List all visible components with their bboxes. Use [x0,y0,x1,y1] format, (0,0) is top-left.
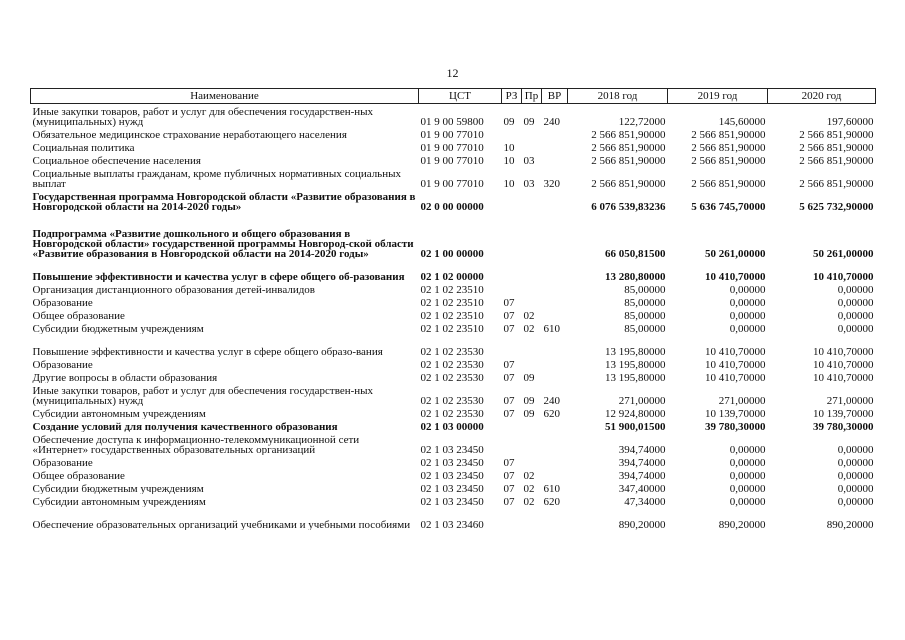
row-2019: 145,60000 [718,116,766,127]
row-cst: 02 1 02 23530 [420,408,484,419]
row-vr: 610 [543,483,560,494]
row-pr [522,432,542,455]
col-header-pr: Пр [522,89,542,104]
row-name: Социальное обеспечение населения [32,155,201,166]
row-pr [522,282,542,295]
table-row [31,468,876,481]
row-2019: 0,00000 [729,323,766,334]
row-vr: 620 [543,408,560,419]
row-vr [542,432,568,455]
row-2020: 0,00000 [837,496,874,507]
row-2020: 0,00000 [837,284,874,295]
row-vr [542,370,568,383]
row-vr [542,153,568,166]
table-row [31,321,876,334]
row-pr: 02 [523,310,535,321]
row-pr: 02 [523,496,535,507]
row-2019: 0,00000 [729,496,766,507]
table-body [31,104,876,531]
row-pr: 03 [523,178,535,189]
row-name: Повышение эффективности и качества услуг в сфере общего об-разования [32,271,405,282]
table-row [31,481,876,494]
row-pr [522,507,542,530]
row-name: Обеспечение образовательных организаций учебниками и учебными пособиями [32,519,411,530]
row-cst: 02 1 02 23510 [420,310,484,321]
row-name: Создание условий для получения качественного образования [32,421,338,432]
row-name: Другие вопросы в области образования [32,372,218,383]
row-2020: 0,00000 [837,297,874,308]
col-header-2019: 2019 год [668,89,768,104]
table-row [31,104,876,128]
row-vr: 610 [543,323,560,334]
row-cst: 02 1 02 23530 [420,359,484,370]
row-rz [502,419,522,432]
row-2018: 47,34000 [624,496,666,507]
row-rz: 07 [503,457,515,468]
row-rz: 07 [503,408,515,419]
row-2020: 39 780,30000 [813,421,874,432]
row-pr: 09 [523,408,535,419]
header-row [31,89,876,104]
row-vr: 240 [543,395,560,406]
row-cst: 02 1 02 23510 [420,323,484,334]
row-2018: 394,74000 [618,444,666,455]
row-2019: 0,00000 [729,457,766,468]
table-row [31,334,876,357]
row-2019: 50 261,00000 [705,248,766,259]
row-name: Субсидии бюджетным учреждениям [32,323,204,334]
row-vr [542,468,568,481]
row-rz: 07 [503,372,515,383]
table-row [31,432,876,455]
row-cst: 02 1 00 00000 [420,248,484,259]
row-vr [542,334,568,357]
row-pr [522,189,542,212]
row-vr [542,212,568,259]
row-cst: 02 1 02 23530 [420,346,484,357]
row-2018: 66 050,81500 [605,248,666,259]
row-2019: 890,20000 [718,519,766,530]
table-row [31,259,876,282]
row-rz: 10 [503,142,515,153]
row-2020: 10 410,70000 [813,271,874,282]
row-rz: 10 [503,155,515,166]
row-2018: 890,20000 [618,519,666,530]
row-pr: 09 [523,116,535,127]
row-2018: 85,00000 [624,284,666,295]
row-cst: 01 9 00 59800 [420,116,484,127]
row-2020: 5 625 732,90000 [799,201,874,212]
row-rz: 07 [503,297,515,308]
row-name: Общее образование [32,310,125,321]
row-pr [522,295,542,308]
row-name: Субсидии автономным учреждениям [32,496,206,507]
table-row [31,127,876,140]
row-name: Государственная программа Новгородской области «Развитие образования в Новгородской области на 2014-2020 годы» [32,191,416,212]
table-row [31,406,876,419]
row-pr: 02 [523,470,535,481]
row-pr: 03 [523,155,535,166]
row-cst: 01 9 00 77010 [420,142,484,153]
row-2019: 0,00000 [729,310,766,321]
row-name: Образование [32,297,93,308]
row-vr: 240 [543,116,560,127]
row-rz: 07 [503,323,515,334]
row-2020: 2 566 851,90000 [799,129,874,140]
row-2018: 2 566 851,90000 [591,178,666,189]
row-2018: 2 566 851,90000 [591,129,666,140]
row-cst: 02 1 03 23450 [420,483,484,494]
row-pr [522,127,542,140]
row-rz: 10 [503,178,515,189]
table-row [31,370,876,383]
row-2019: 0,00000 [729,483,766,494]
row-vr [542,259,568,282]
row-cst: 02 1 03 23450 [420,470,484,481]
row-2020: 10 410,70000 [813,359,874,370]
row-2020: 0,00000 [837,323,874,334]
row-2019: 0,00000 [729,297,766,308]
row-pr [522,334,542,357]
row-2018: 12 924,80000 [605,408,666,419]
table-row [31,140,876,153]
col-header-2020: 2020 год [768,89,876,104]
row-pr [522,140,542,153]
row-vr: 620 [543,496,560,507]
row-2020: 2 566 851,90000 [799,155,874,166]
row-name: Социальные выплаты гражданам, кроме публичных нормативных социальных выплат [32,168,401,189]
table-row [31,166,876,189]
row-2020: 0,00000 [837,457,874,468]
row-name: Субсидии бюджетным учреждениям [32,483,204,494]
row-2019: 0,00000 [729,444,766,455]
row-2019: 10 410,70000 [705,346,766,357]
row-pr: 02 [523,323,535,334]
row-2019: 2 566 851,90000 [691,142,766,153]
row-2020: 2 566 851,90000 [799,178,874,189]
row-vr [542,282,568,295]
row-2020: 50 261,00000 [813,248,874,259]
row-2020: 10 410,70000 [813,372,874,383]
row-cst: 02 1 03 23460 [420,519,484,530]
row-cst: 01 9 00 77010 [420,155,484,166]
row-rz [502,507,522,530]
table-row [31,455,876,468]
row-cst: 01 9 00 77010 [420,129,484,140]
row-2019: 39 780,30000 [705,421,766,432]
row-2018: 6 076 539,83236 [591,201,666,212]
row-rz: 07 [503,395,515,406]
row-2018: 122,72000 [618,116,666,127]
row-name: Организация дистанционного образования детей-инвалидов [32,284,315,295]
row-2019: 5 636 745,70000 [691,201,766,212]
row-cst: 01 9 00 77010 [420,178,484,189]
row-rz [502,334,522,357]
row-2019: 0,00000 [729,284,766,295]
row-pr: 02 [523,483,535,494]
row-cst: 02 1 03 23450 [420,496,484,507]
row-2018: 394,74000 [618,470,666,481]
row-2019: 2 566 851,90000 [691,155,766,166]
row-name: Повышение эффективности и качества услуг в сфере общего образо-вания [32,346,383,357]
row-2018: 394,74000 [618,457,666,468]
table-row [31,419,876,432]
row-rz: 07 [503,359,515,370]
row-2020: 0,00000 [837,310,874,321]
row-2019: 271,00000 [718,395,766,406]
row-cst: 02 1 02 23530 [420,372,484,383]
budget-table [30,88,876,530]
row-vr [542,455,568,468]
row-2019: 10 410,70000 [705,372,766,383]
row-pr [522,357,542,370]
row-name: Образование [32,359,93,370]
page-number: 12 [446,66,459,80]
table-row [31,153,876,166]
row-2020: 10 410,70000 [813,346,874,357]
row-2018: 347,40000 [618,483,666,494]
row-2020: 0,00000 [837,444,874,455]
row-2018: 2 566 851,90000 [591,155,666,166]
table-row [31,357,876,370]
row-pr [522,455,542,468]
row-cst: 02 1 02 00000 [420,271,484,282]
row-2020: 890,20000 [826,519,874,530]
row-2018: 13 195,80000 [605,359,666,370]
row-2018: 51 900,01500 [605,421,666,432]
row-cst: 02 1 02 23530 [420,395,484,406]
row-2019: 10 139,70000 [705,408,766,419]
row-vr [542,127,568,140]
row-2018: 85,00000 [624,297,666,308]
row-rz: 07 [503,470,515,481]
col-header-rz: РЗ [502,89,522,104]
row-cst: 02 1 03 00000 [420,421,484,432]
row-rz [502,127,522,140]
row-2019: 10 410,70000 [705,271,766,282]
row-cst: 02 1 03 23450 [420,444,484,455]
row-2018: 2 566 851,90000 [591,142,666,153]
row-rz: 09 [503,116,515,127]
row-rz [502,212,522,259]
row-rz [502,189,522,212]
row-vr [542,308,568,321]
row-2018: 13 195,80000 [605,346,666,357]
row-2020: 271,00000 [826,395,874,406]
row-name: Подпрограмма «Развитие дошкольного и общего образования в Новгородской области» государственной программы Новгород-ской области «Развитие образования в Новгородской области на 2014-2020 годы» [32,228,414,259]
row-vr [542,357,568,370]
table-row [31,383,876,406]
row-name: Социальная политика [32,142,135,153]
row-rz: 07 [503,496,515,507]
row-cst: 02 1 03 23450 [420,457,484,468]
row-pr [522,419,542,432]
row-name: Общее образование [32,470,125,481]
row-name: Иные закупки товаров, работ и услуг для обеспечения государствен-ных (муниципальных) нужд [32,106,374,127]
row-name: Субсидии автономным учреждениям [32,408,206,419]
row-vr [542,507,568,530]
row-2019: 10 410,70000 [705,359,766,370]
table-row [31,507,876,530]
row-vr [542,189,568,212]
row-2020: 10 139,70000 [813,408,874,419]
row-2020: 0,00000 [837,470,874,481]
row-2020: 2 566 851,90000 [799,142,874,153]
row-vr [542,295,568,308]
row-2018: 271,00000 [618,395,666,406]
row-rz: 07 [503,483,515,494]
row-2018: 85,00000 [624,310,666,321]
row-name: Образование [32,457,93,468]
row-pr: 09 [523,395,535,406]
row-pr: 09 [523,372,535,383]
row-2018: 13 280,80000 [605,271,666,282]
row-pr [522,259,542,282]
row-2019: 2 566 851,90000 [691,129,766,140]
col-header-vr: ВР [542,89,568,104]
row-rz: 07 [503,310,515,321]
row-rz [502,259,522,282]
row-cst: 02 1 02 23510 [420,297,484,308]
col-header-name: Наименование [31,89,419,104]
row-vr: 320 [543,178,560,189]
row-2019: 0,00000 [729,470,766,481]
row-2018: 85,00000 [624,323,666,334]
row-2020: 197,60000 [826,116,874,127]
row-2020: 0,00000 [837,483,874,494]
row-name: Обязательное медицинское страхование неработающего населения [32,129,347,140]
row-rz [502,282,522,295]
row-cst: 02 0 00 00000 [420,201,484,212]
row-vr [542,140,568,153]
row-vr [542,419,568,432]
table-row [31,282,876,295]
table-row [31,494,876,507]
col-header-cst: ЦСТ [419,89,502,104]
table-row [31,189,876,212]
row-cst: 02 1 02 23510 [420,284,484,295]
row-pr [522,212,542,259]
row-name: Иные закупки товаров, работ и услуг для обеспечения государствен-ных (муниципальных) нужд [32,385,374,406]
row-2019: 2 566 851,90000 [691,178,766,189]
row-name: Обеспечение доступа к информационно-телекоммуникационной сети «Интернет» государственных образовательных организаций [32,434,360,455]
col-header-2018: 2018 год [568,89,668,104]
row-2018: 13 195,80000 [605,372,666,383]
row-rz [502,432,522,455]
table-row [31,308,876,321]
table-row [31,212,876,259]
table-row [31,295,876,308]
